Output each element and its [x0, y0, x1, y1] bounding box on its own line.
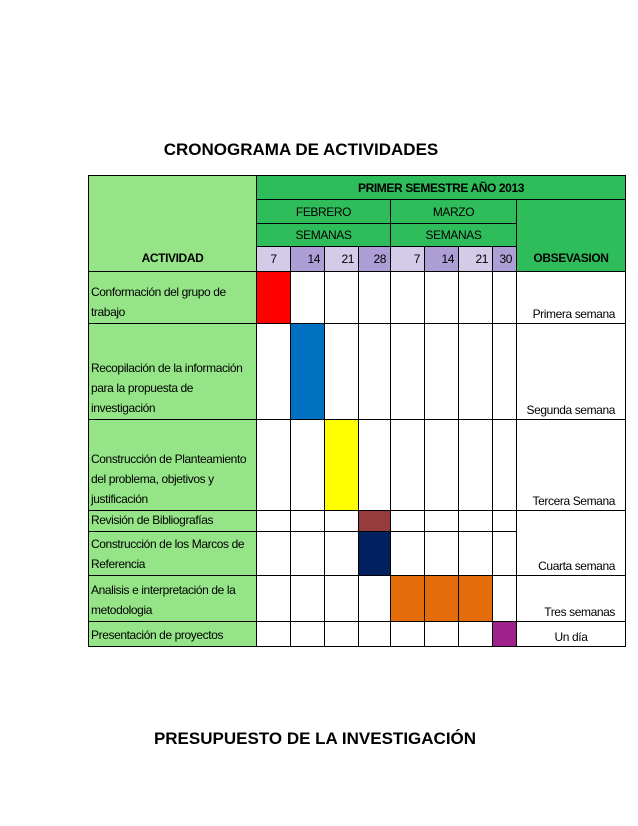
cell-text: FEBRERO [295, 204, 352, 219]
cell-text: 7 [413, 252, 420, 266]
schedule-cell [458, 621, 493, 647]
schedule-cell [492, 575, 517, 622]
schedule-bar [290, 323, 325, 420]
activity-name [88, 323, 257, 420]
cell-text: Presentación de proyectos [91, 628, 224, 642]
cell-text: Segunda semana [526, 403, 615, 417]
week-number [492, 246, 517, 272]
cell-text: Analisis e interpretación de la metodologia [91, 583, 236, 617]
activity-name [88, 271, 257, 324]
schedule-table [88, 175, 625, 646]
cell-text: 14 [307, 252, 320, 266]
schedule-cell [324, 510, 359, 532]
schedule-bar [424, 575, 459, 622]
cell-text: Construcción de Planteamiento del problema, objetivos y justificación [91, 452, 247, 506]
schedule-cell [424, 323, 459, 420]
schedule-cell [324, 531, 359, 576]
schedule-cell [424, 419, 459, 511]
schedule-cell [358, 621, 391, 647]
month-marzo [390, 199, 517, 224]
schedule-bar [390, 575, 425, 622]
schedule-bar [324, 419, 359, 511]
week-number [390, 246, 425, 272]
cell-text: Cuarta semana [538, 559, 615, 573]
schedule-cell [390, 621, 425, 647]
schedule-cell [290, 621, 325, 647]
week-number [358, 246, 391, 272]
schedule-cell [324, 575, 359, 622]
observation-cell [516, 419, 626, 511]
cell-text: Construcción de los Marcos de Referencia [91, 537, 245, 571]
schedule-cell [290, 510, 325, 532]
schedule-cell [358, 419, 391, 511]
presupuesto-title: PRESUPUESTO DE LA INVESTIGACIÓN [153, 729, 477, 748]
week-number [324, 246, 359, 272]
activity-header [88, 175, 257, 272]
observation-cell [516, 271, 626, 324]
weeks-label-marzo [390, 223, 517, 247]
schedule-cell [358, 323, 391, 420]
schedule-cell [458, 419, 493, 511]
cell-text: OBSEVASION [533, 251, 609, 265]
schedule-cell [390, 510, 425, 532]
cell-text: Conformación del grupo de trabajo [91, 285, 226, 319]
observation-cell [516, 510, 626, 576]
schedule-cell [324, 271, 359, 324]
observation-header [516, 199, 626, 272]
cell-text: Un día [554, 630, 588, 644]
schedule-bar [358, 510, 391, 532]
schedule-cell [256, 621, 291, 647]
week-number [424, 246, 459, 272]
schedule-cell [458, 531, 493, 576]
schedule-cell [324, 621, 359, 647]
week-number [256, 246, 291, 272]
cell-text: 14 [441, 252, 454, 266]
cell-text: 21 [341, 252, 354, 266]
schedule-cell [492, 323, 517, 420]
month-febrero [256, 199, 391, 224]
schedule-cell [492, 271, 517, 324]
schedule-cell [256, 510, 291, 532]
cell-text: ACTIVIDAD [141, 251, 204, 265]
cell-text: MARZO [432, 204, 475, 219]
activity-name [88, 621, 257, 647]
schedule-bar [256, 271, 291, 324]
schedule-cell [458, 271, 493, 324]
activity-name [88, 419, 257, 511]
schedule-cell [256, 323, 291, 420]
week-number [458, 246, 493, 272]
cell-text: SEMANAS [295, 228, 352, 242]
cronograma-title: CRONOGRAMA DE ACTIVIDADES [163, 140, 439, 159]
observation-cell [516, 621, 626, 647]
schedule-cell [256, 419, 291, 511]
schedule-bar [458, 575, 493, 622]
cell-text: Revisión de Bibliografías [91, 513, 214, 527]
weeks-label-febrero [256, 223, 391, 247]
observation-cell [516, 323, 626, 420]
cell-text: 30 [499, 252, 512, 266]
schedule-cell [458, 323, 493, 420]
schedule-bar [358, 531, 391, 576]
schedule-cell [290, 575, 325, 622]
activity-name [88, 510, 257, 532]
cell-text: 7 [270, 252, 277, 266]
schedule-cell [390, 271, 425, 324]
observation-cell [516, 575, 626, 622]
cell-text: Recopilación de la información para la propuesta de investigación [91, 361, 243, 415]
schedule-cell [256, 531, 291, 576]
schedule-cell [492, 419, 517, 511]
cell-text: Tres semanas [544, 605, 615, 619]
schedule-cell [290, 419, 325, 511]
schedule-cell [390, 419, 425, 511]
schedule-cell [324, 323, 359, 420]
schedule-cell [390, 531, 425, 576]
schedule-cell [424, 510, 459, 532]
schedule-cell [424, 271, 459, 324]
cell-text: SEMANAS [425, 228, 482, 242]
schedule-cell [290, 531, 325, 576]
schedule-cell [492, 510, 517, 532]
schedule-cell [358, 271, 391, 324]
schedule-bar [492, 621, 517, 647]
schedule-cell [358, 575, 391, 622]
schedule-cell [256, 575, 291, 622]
schedule-cell [424, 621, 459, 647]
schedule-cell [290, 271, 325, 324]
period-header [256, 175, 626, 200]
cell-text: 28 [373, 252, 386, 266]
week-number [290, 246, 325, 272]
activity-name [88, 575, 257, 622]
cell-text: 21 [475, 252, 488, 266]
activity-name [88, 531, 257, 576]
cell-text: Tercera Semana [532, 494, 615, 508]
schedule-cell [458, 510, 493, 532]
schedule-cell [492, 531, 517, 576]
schedule-cell [424, 531, 459, 576]
cell-text: PRIMER SEMESTRE AÑO 2013 [358, 180, 524, 195]
schedule-cell [390, 323, 425, 420]
cell-text: Primera semana [532, 307, 615, 321]
